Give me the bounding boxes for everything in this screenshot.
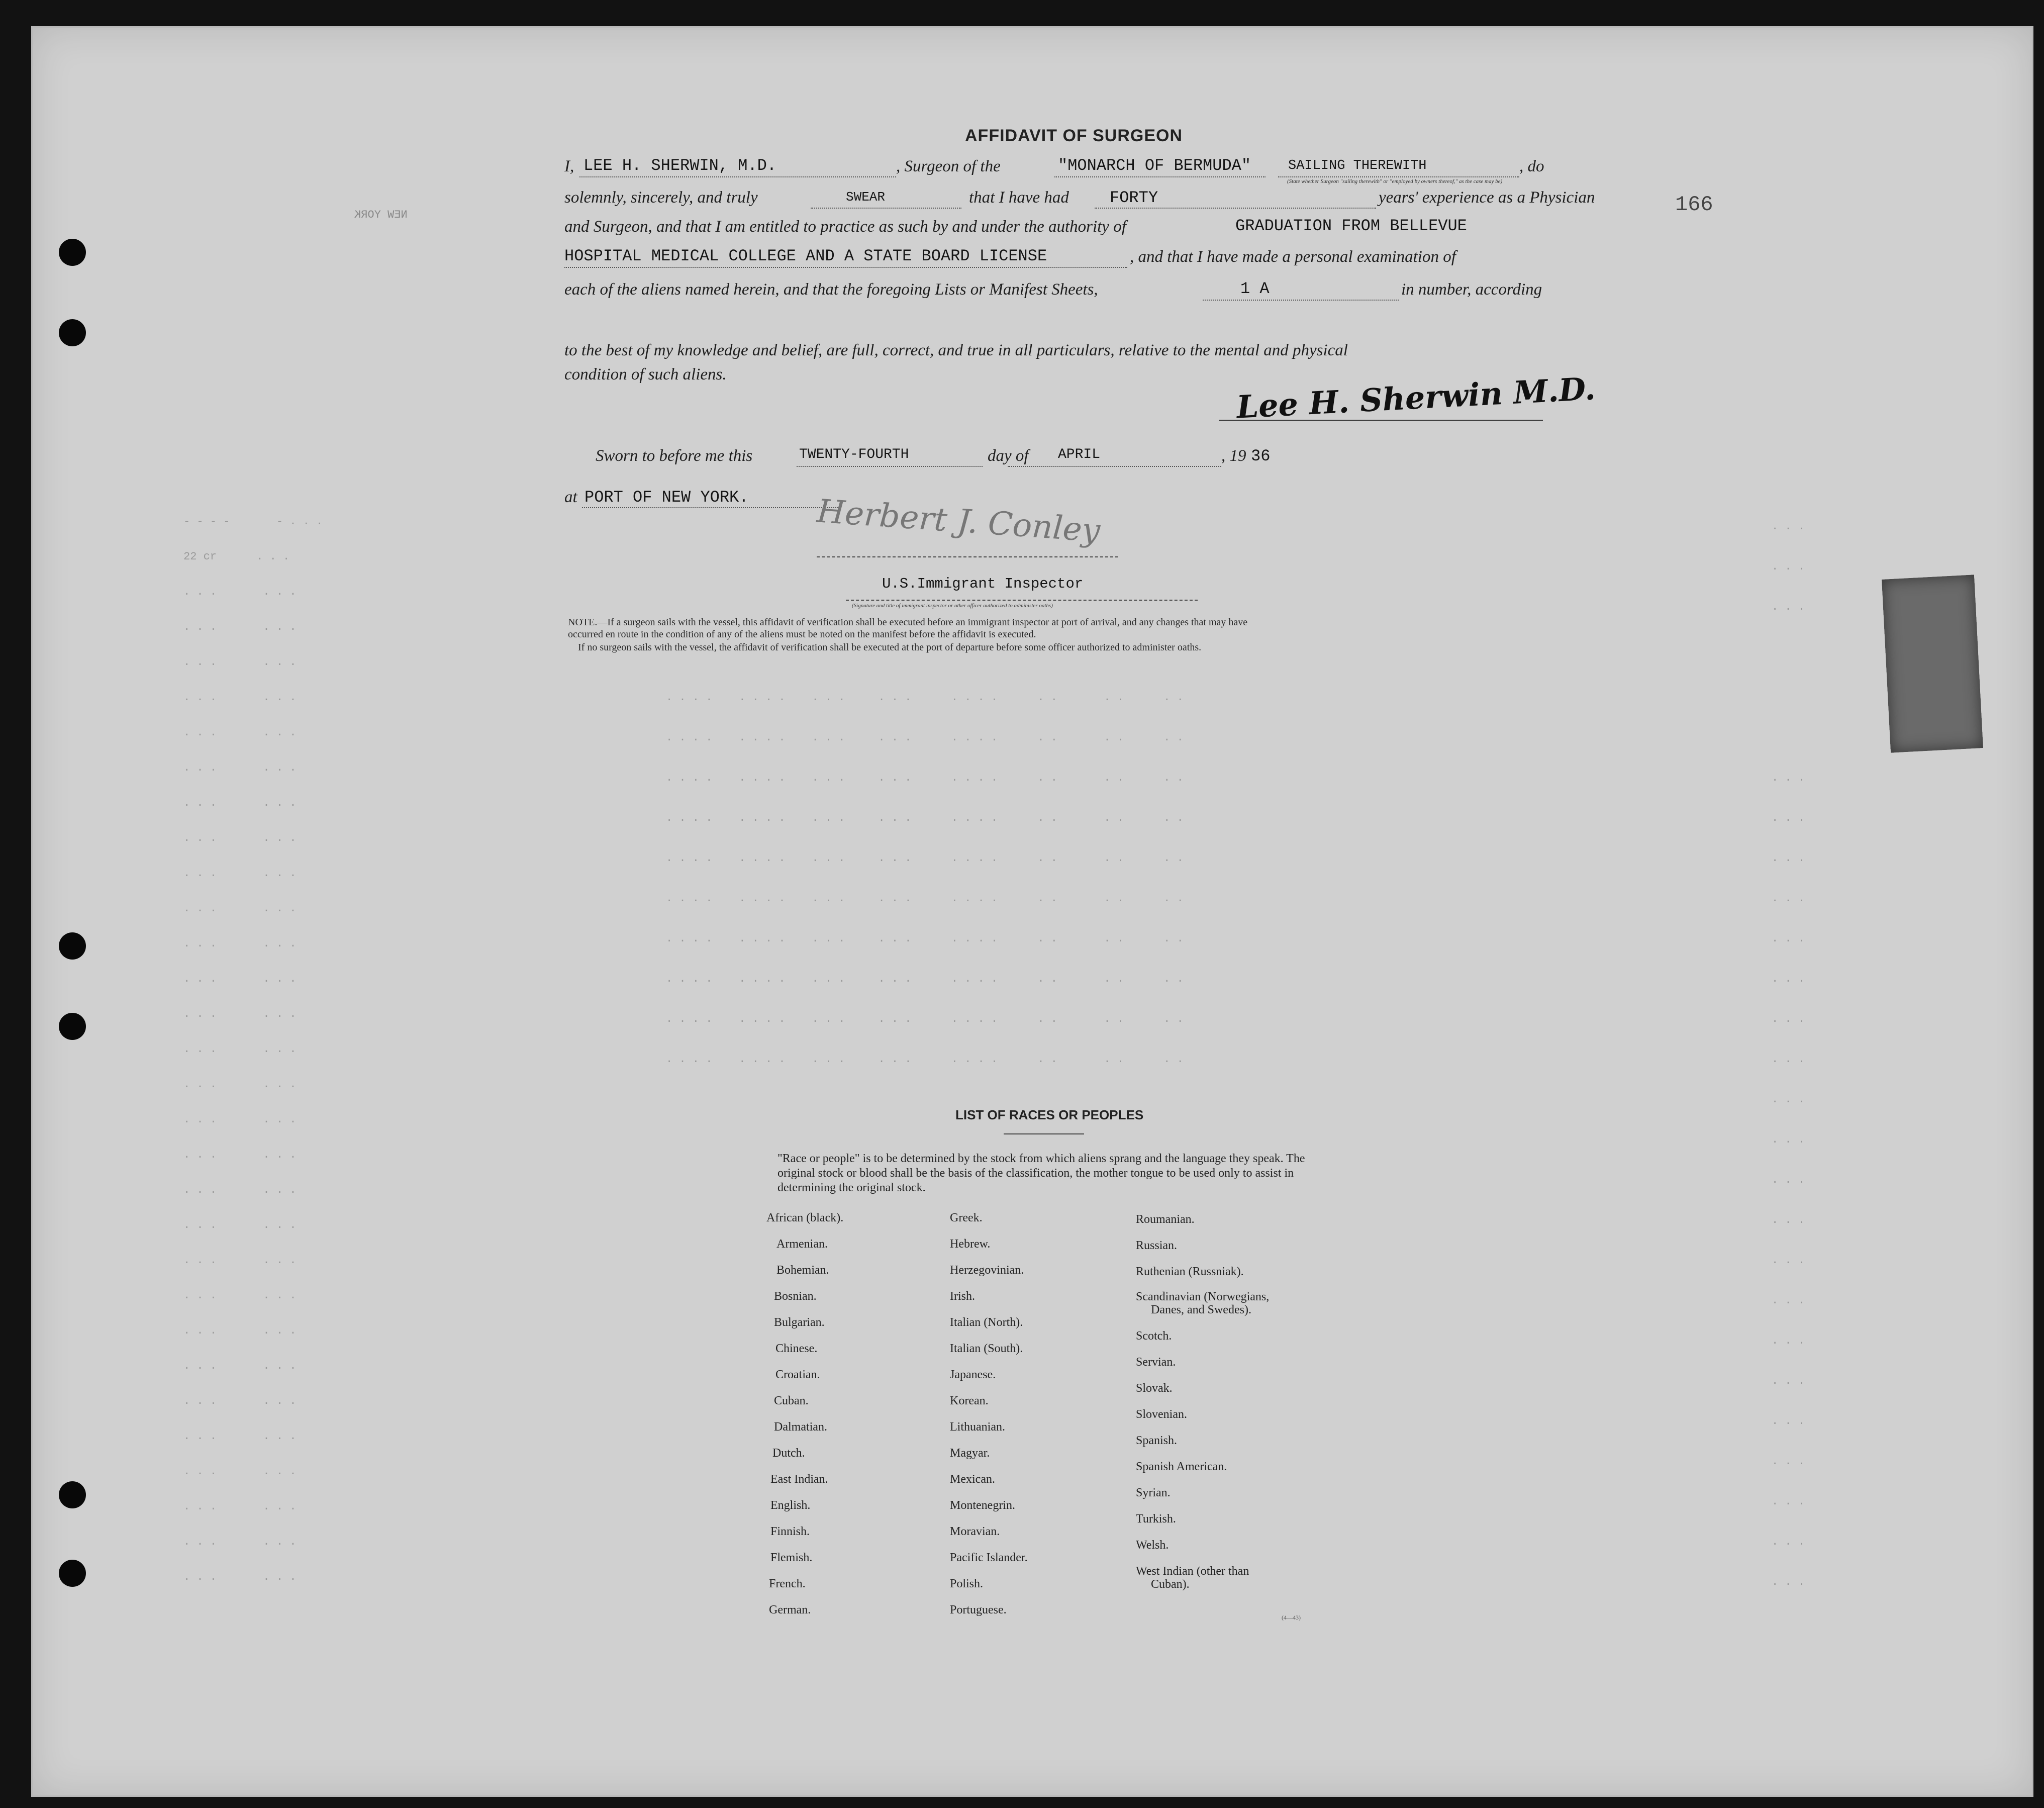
port-line bbox=[564, 485, 1544, 511]
race-item: Korean. bbox=[950, 1394, 989, 1407]
that-had-text: that I have had bbox=[969, 188, 1069, 207]
race-item: French. bbox=[769, 1577, 806, 1590]
race-item: Irish. bbox=[950, 1290, 975, 1303]
affidavit-line-2 bbox=[564, 184, 1595, 211]
stamp-text: NEW YORK bbox=[354, 209, 408, 221]
inspector-title: U.S.Immigrant Inspector bbox=[882, 576, 1084, 592]
form-code: (4—43) bbox=[1282, 1614, 1301, 1621]
race-item: Italian (South). bbox=[950, 1342, 1023, 1355]
binder-hole bbox=[59, 319, 86, 346]
race-item: Spanish. bbox=[1136, 1434, 1178, 1447]
race-item: Lithuanian. bbox=[950, 1420, 1005, 1434]
affidavit-title: AFFIDAVIT OF SURGEON bbox=[965, 126, 1183, 145]
years-exp-text: years' experience as a Physician bbox=[1379, 188, 1595, 207]
race-item: Polish. bbox=[950, 1577, 984, 1590]
race-item: English. bbox=[770, 1499, 811, 1512]
race-item: Dutch. bbox=[772, 1447, 805, 1460]
race-item: Cuban. bbox=[774, 1394, 809, 1407]
sworn-year: 36 bbox=[1251, 447, 1271, 465]
race-item: Roumanian. bbox=[1136, 1213, 1195, 1226]
surgeon-signature: Lee H. Sherwin M.D. bbox=[1235, 370, 1597, 426]
binder-hole bbox=[59, 932, 86, 960]
race-item: Mexican. bbox=[950, 1473, 995, 1486]
race-item: Chinese. bbox=[775, 1342, 818, 1355]
binder-hole bbox=[59, 1560, 86, 1587]
race-item: Scotch. bbox=[1136, 1329, 1172, 1343]
race-item: Montenegrin. bbox=[950, 1499, 1015, 1512]
race-item: Pacific Islander. bbox=[950, 1551, 1028, 1564]
race-item: Italian (North). bbox=[950, 1316, 1023, 1329]
sworn-line bbox=[596, 444, 1576, 470]
race-item: Cuban). bbox=[1151, 1578, 1190, 1591]
year-prefix: , 19 bbox=[1221, 447, 1246, 465]
race-item: Greek. bbox=[950, 1211, 983, 1224]
note-line-1: NOTE.—If a surgeon sails with the vessel, this affidavit of verification shall be executed before an immigrant inspector at port of arrival, and any changes that may have bbox=[568, 617, 1248, 628]
races-intro: "Race or people" is to be determined by the stock from which aliens sprang and the language they speak. The original stock or blood shall be the basis of the classification, the mother tongue to be used only to assist in determining the original stock. bbox=[777, 1152, 1305, 1194]
authority-value-2: HOSPITAL MEDICAL COLLEGE AND A STATE BOARD LICENSE bbox=[564, 247, 1047, 265]
each-alien-text: each of the aliens named herein, and that the foregoing Lists or Manifest Sheets, bbox=[564, 280, 1098, 299]
binder-hole bbox=[59, 1013, 86, 1040]
race-item: Turkish. bbox=[1136, 1512, 1176, 1526]
race-item: Russian. bbox=[1136, 1239, 1178, 1252]
race-item: African (black). bbox=[766, 1211, 844, 1224]
personal-exam-text: , and that I have made a personal examination of bbox=[1130, 248, 1456, 266]
sworn-day: TWENTY-FOURTH bbox=[799, 447, 909, 462]
race-item: Bohemian. bbox=[776, 1264, 829, 1277]
oath-type: SWEAR bbox=[846, 189, 886, 205]
surgeon-name: LEE H. SHERWIN, M.D. bbox=[583, 156, 777, 175]
affidavit-line-7: condition of such aliens. bbox=[564, 365, 727, 384]
race-item: Scandinavian (Norwegians, bbox=[1136, 1290, 1270, 1303]
sworn-month: APRIL bbox=[1058, 447, 1101, 462]
document-sheet: AFFIDAVIT OF SURGEON 166 NEW YORK I, LEE H. SHERWIN, M.D. , Surgeon of the "MONARCH OF BERMUDA" SAILING THEREWITH (State whether Surgeon "sailing therewith" or "employed by owners thereof," as the case may be) , do solemnly, sincerely, and truly SWEAR that I have had FORTY years' experience as a Physician and Surgeon, and that I am entitled to practice as such by and under the authority of GRADUATION FROM BELLEVUE HOSPITAL MEDICAL COLLEGE AND A STATE BOARD LICENSE , and that I have made a personal examination of each of the aliens named herein, and that the foregoing Lists or Manifest Sheets, 1 A in number, according to the best of my knowledge and belief, are full, correct, and true in all particulars, relative to the mental and physical condition of such aliens. Lee H. Sherwin M.D. Sworn to before me this TWENTY-FOURTH day of APRIL , 19 36 at PORT OF NEW YORK. - - - - - . . . 22 cr . . . . . . . . . . . . . . . . . . . . . . . . . . . . . . . . . . . . . . . . . . . . . . . . . . . . . . . . . . . . . . . . . . . . . . . . . . . . . . . . . . . . . . . . . . . . . . . . . . . . . . . . . . . . . . . . . . . . . . . . . . . . . . . . . . . . . . . . . . . . . . . . . . . . . . . . . . . . . . . . . . . . . . . . . . . . . . . . . . . . . . . . . . . . . . . . . . . . . . . . . . . . . . . . . . . . . . . . . . . . . . . . . . . . . . . . . . . . . . . . . . . . . . . . . . . . . . . . . . . . . . . . . . . . . . . . . . . . . . . . . . . . . . . . . . . . . . . . . . . . . . . . . . . . . . . . . . . . . . . . . . . . . . . . . . . . . . . . . . . . . . . . . . . . . . . . . . . . . . . . . . . . . . . . . . . . . . . . . . . . . . . . . . . . . . . . . . . . . . . . . . . . . . . . . . . . . . . . . . . . . . . . . . . . . . . . . . . . . . . . . . . . . . . . . . . . . . . . . . . . . . . . . . . . . . . . . . . . . . . . . . . . . . . . . Herbert J. Conley U.S.Immigrant Inspector (Signature and title of immigrant inspector or other officer authorized to administer oaths) NOTE.—If a surgeon sails with the vessel, this affidavit of verification shall be executed before an immigrant inspector at port of arrival, and any changes that may have occurred en route in the condition of any of the aliens must be noted on the manifest before the affidavit is executed. If no surgeon sails with the vessel, the affidavit of verification shall be executed at the port of departure before some officer authorized to administer oaths. LIST OF RACES OR PEOPLES "Race or people" is to be determined by the stock from which aliens sprang and the language they speak. The original stock or blood shall be the basis of the classification, the mother tongue to be used only to assist in determining the original stock. African (black). Armenian. Bohemian. Bosnian. Bulgarian. Chinese. Croatian. Cuban. Dalmatian. Dutch. East Indian. English. Finnish. Flemish. French. German. Greek. Hebrew. Herzegovinian. Irish. Italian (North). Italian (South). Japanese. Korean. Lithuanian. Magyar. Mexican. Montenegrin. Moravian. Pacific Islander. Polish. Portuguese. Roumanian. Russian. Ruthenian (Russniak). Scandinavian (Norwegians, Danes, and Swedes). Scotch. Servian. Slovak. Slovenian. Spanish. Spanish American. Syrian. Turkish. Welsh. West Indian (other than Cuban). (4—43) bbox=[31, 26, 2033, 1797]
ship-name: "MONARCH OF BERMUDA" bbox=[1058, 156, 1251, 175]
race-item: Magyar. bbox=[950, 1447, 990, 1460]
affidavit-line-5 bbox=[564, 277, 1544, 304]
races-title: LIST OF RACES OR PEOPLES bbox=[955, 1107, 1144, 1122]
inspector-note: (Signature and title of immigrant inspector or other officer authorized to administer oaths) bbox=[852, 603, 1053, 609]
note-line-2: occurred en route in the condition of any of the aliens must be noted on the manifest before the affidavit is executed. bbox=[568, 629, 1036, 640]
sworn-to-text: Sworn to before me this bbox=[596, 447, 753, 465]
sailing-note: (State whether Surgeon "sailing therewith" or "employed by owners thereof," as the case may be) bbox=[1287, 178, 1503, 184]
in-number-text: in number, according bbox=[1401, 280, 1542, 299]
inspector-signature: Herbert J. Conley bbox=[816, 493, 1102, 550]
race-item: Moravian. bbox=[950, 1525, 1000, 1538]
race-item: Herzegovinian. bbox=[950, 1264, 1024, 1277]
race-item: Ruthenian (Russniak). bbox=[1136, 1265, 1244, 1278]
surgeon-of-text: , Surgeon of the bbox=[896, 157, 1001, 175]
binder-hole bbox=[59, 239, 86, 266]
port-value: PORT OF NEW YORK. bbox=[585, 488, 749, 507]
race-item: Finnish. bbox=[770, 1525, 810, 1538]
page-number: 166 bbox=[1675, 193, 1713, 217]
affidavit-line-1 bbox=[564, 154, 1544, 184]
affidavit-line-6: to the best of my knowledge and belief, are full, correct, and true in all particulars, relative to the mental and physical bbox=[564, 341, 1348, 359]
race-item: Armenian. bbox=[776, 1238, 828, 1251]
race-item: Portuguese. bbox=[950, 1603, 1007, 1616]
race-item: East Indian. bbox=[770, 1473, 828, 1486]
race-item: Danes, and Swedes). bbox=[1151, 1303, 1251, 1316]
day-of-text: day of bbox=[988, 447, 1029, 465]
affidavit-line-4 bbox=[564, 245, 1544, 271]
affidavit-line-3 bbox=[564, 215, 1544, 241]
intro-text: I, bbox=[564, 157, 574, 175]
binder-hole bbox=[59, 1481, 86, 1508]
authority-text: and Surgeon, and that I am entitled to practice as such by and under the authority of bbox=[564, 218, 1126, 236]
race-item: Spanish American. bbox=[1136, 1460, 1227, 1473]
race-item: Croatian. bbox=[775, 1368, 820, 1381]
do-text: , do bbox=[1519, 157, 1544, 175]
at-text: at bbox=[564, 488, 577, 506]
race-item: Flemish. bbox=[770, 1551, 813, 1564]
race-item: Bosnian. bbox=[774, 1290, 817, 1303]
authority-value-1: GRADUATION FROM BELLEVUE bbox=[1235, 217, 1467, 235]
race-item: Syrian. bbox=[1136, 1486, 1171, 1499]
solemnly-text: solemnly, sincerely, and truly bbox=[564, 188, 758, 207]
race-item: Dalmatian. bbox=[774, 1420, 827, 1434]
race-item: Hebrew. bbox=[950, 1238, 991, 1251]
years-value: FORTY bbox=[1110, 188, 1158, 207]
race-item: West Indian (other than bbox=[1136, 1565, 1249, 1578]
race-item: Japanese. bbox=[950, 1368, 996, 1381]
race-item: German. bbox=[769, 1603, 811, 1616]
race-item: Servian. bbox=[1136, 1356, 1176, 1369]
sheets-value: 1 A bbox=[1240, 279, 1270, 298]
race-item: Slovenian. bbox=[1136, 1408, 1187, 1421]
attached-stamp bbox=[1882, 575, 1983, 752]
race-item: Bulgarian. bbox=[774, 1316, 825, 1329]
race-item: Slovak. bbox=[1136, 1382, 1173, 1395]
race-item: Welsh. bbox=[1136, 1539, 1169, 1552]
sailing-status: SAILING THEREWITH bbox=[1288, 158, 1427, 173]
note-line-3: If no surgeon sails with the vessel, the affidavit of verification shall be executed at the port of departure before some officer authorized to administer oaths. bbox=[578, 642, 1202, 653]
